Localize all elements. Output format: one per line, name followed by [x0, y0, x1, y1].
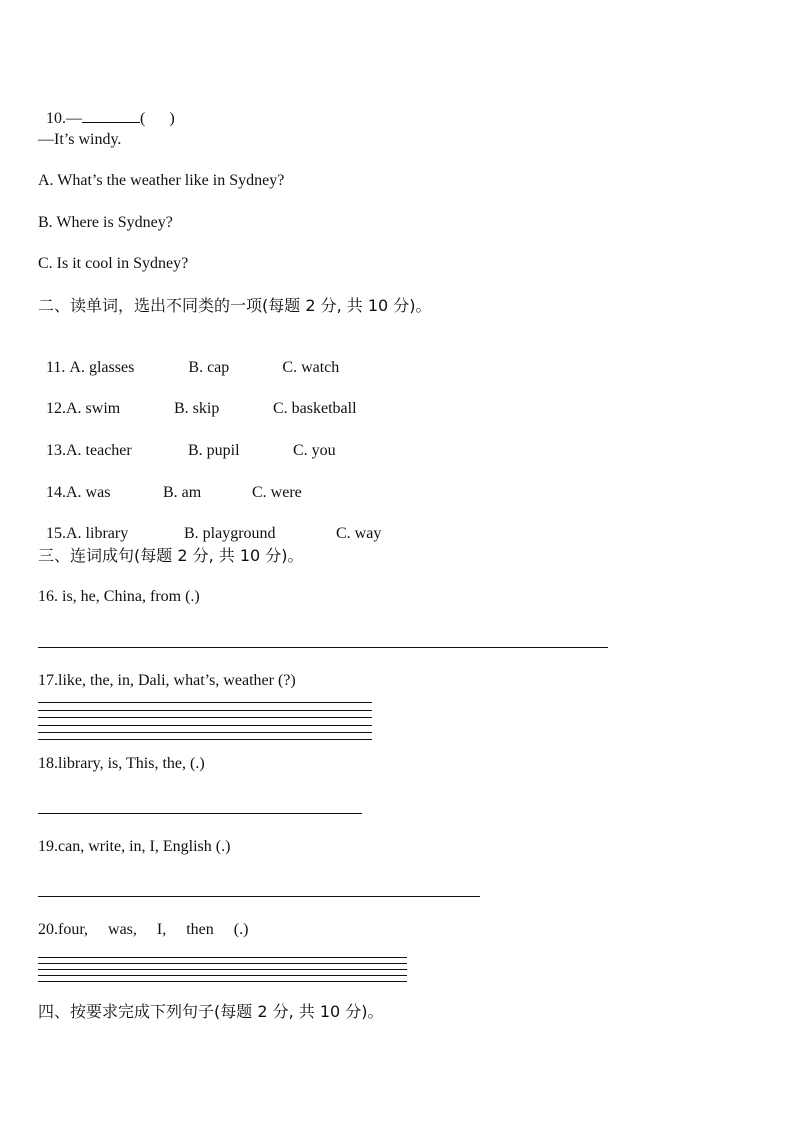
answer-paren: ( ) — [140, 110, 175, 127]
answer-blank[interactable] — [82, 108, 140, 123]
question-10-stem — [38, 88, 175, 129]
question-number: 14. — [46, 484, 66, 501]
answer-line[interactable] — [38, 647, 608, 648]
question-20: 20.four, was, I, then (.) — [38, 921, 249, 938]
option-c: C. way — [336, 525, 382, 542]
option-b: B. cap — [188, 359, 230, 376]
question-number: 12. — [46, 400, 66, 417]
question-14 — [38, 463, 302, 503]
answer-line[interactable] — [38, 969, 407, 970]
question-16: 16. is, he, China, from (.) — [38, 588, 200, 605]
section-4-heading: 四、按要求完成下列句子(每题 2 分, 共 10 分)。 — [38, 1002, 384, 1021]
question-10-option-a: A. What’s the weather like in Sydney? — [38, 172, 285, 189]
answer-line[interactable] — [38, 739, 372, 740]
option-b: B. am — [163, 484, 202, 501]
section-2-heading: 二、读单词，选出不同类的一项(每题 2 分, 共 10 分)。 — [38, 296, 432, 315]
answer-line[interactable] — [38, 725, 372, 726]
answer-line[interactable] — [38, 896, 480, 897]
option-b: B. skip — [174, 400, 220, 417]
question-11 — [38, 338, 339, 378]
question-19: 19.can, write, in, I, English (.) — [38, 838, 231, 855]
answer-line[interactable] — [38, 732, 372, 733]
option-b: B. pupil — [188, 442, 240, 459]
question-number: 15. — [46, 525, 66, 542]
section-3-heading: 三、连词成句(每题 2 分, 共 10 分)。 — [38, 546, 304, 565]
option-c: C. watch — [282, 359, 340, 376]
question-10-option-b: B. Where is Sydney? — [38, 214, 173, 231]
question-18: 18.library, is, This, the, (.) — [38, 755, 205, 772]
option-a: A. teacher — [66, 442, 132, 459]
question-10-number: 10.— — [46, 110, 82, 127]
question-10-option-c: C. Is it cool in Sydney? — [38, 255, 189, 272]
question-12 — [38, 379, 357, 419]
answer-line[interactable] — [38, 717, 372, 718]
answer-line[interactable] — [38, 975, 407, 976]
answer-line[interactable] — [38, 957, 407, 958]
option-a: A. library — [66, 525, 129, 542]
question-number: 11. — [46, 359, 70, 376]
answer-line[interactable] — [38, 981, 407, 982]
option-c: C. were — [252, 484, 302, 501]
option-a: A. glasses — [69, 359, 135, 376]
question-15 — [38, 504, 381, 544]
option-a: A. was — [66, 484, 111, 501]
question-10-response: —It’s windy. — [38, 131, 122, 148]
answer-line[interactable] — [38, 963, 407, 964]
option-c: C. basketball — [273, 400, 357, 417]
option-b: B. playground — [184, 525, 276, 542]
option-c: C. you — [293, 442, 336, 459]
question-17: 17.like, the, in, Dali, what’s, weather (?) — [38, 672, 296, 689]
answer-line[interactable] — [38, 702, 372, 703]
question-13 — [38, 421, 336, 461]
answer-line[interactable] — [38, 813, 362, 814]
question-number: 13. — [46, 442, 66, 459]
answer-line[interactable] — [38, 710, 372, 711]
option-a: A. swim — [66, 400, 121, 417]
